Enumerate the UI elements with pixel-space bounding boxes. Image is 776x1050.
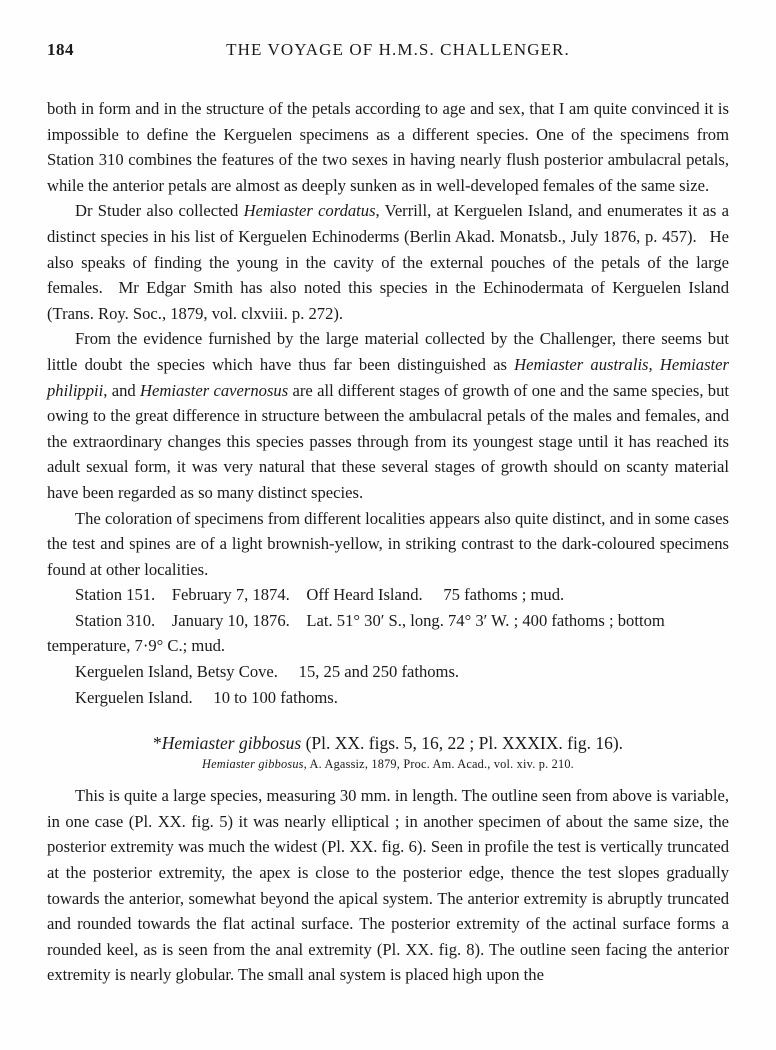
species-asterisk: * <box>152 733 162 754</box>
citation-reference: A. Agassiz, 1879, Proc. Am. Acad., vol. xiv. p. 210. <box>306 757 574 772</box>
page-number: 184 <box>47 40 74 59</box>
paragraph-3: From the evidence furnished by the large material collected by the Challenger, there seems but little doubt the species which have thus far been distinguished as Hemiaster australis, Hemiaster philippii, and Hemiaster cavernosus are all different stages of growth of one and the same species, but owing to the great difference in structure between the ambulacral petals of the males and females, and the extraordinary changes this species passes through from its youngest stage until it has reached its adult sexual form, it was very natural that these several stages of growth should on scanty material have been regarded as so many distinct species. <box>47 329 730 502</box>
species-name: Hemiaster gibbosus <box>161 733 302 754</box>
taxon-hemiaster-cavernosus: Hemiaster cavernosus <box>140 380 289 400</box>
taxon-hemiaster-cordatus: Hemiaster cordatus <box>243 201 376 221</box>
station-entry-310: Station 310. January 10, 1876. Lat. 51° 30′ S., long. 74° 3′ W. ; 400 fathoms ; bottom temperature, 7·9° C.; mud. <box>47 610 665 656</box>
paragraph-5: This is quite a large species, measuring 30 mm. in length. The outline seen from above is variable, in one case (Pl. XX. fig. 5) it was nearly elliptical ; in another specimen of about the same size, the posterior extremity was much the widest (Pl. XX. fig. 6). Seen in profile the test is vertically truncated at the posterior extremity, the apex is close to the posterior edge, thence the test slopes gradually towards the anterior, somewhat beyond the apical system. The anterior extremity is abruptly truncated and rounded towards the flat actinal surface. The posterior extremity of the actinal surface forms a rounded keel, as is seen from the anal extremity (Pl. XX. fig. 8). The outline seen facing the anterior extremity is nearly globular. The small anal system is placed high upon the <box>47 786 729 985</box>
paragraph-2: Dr Studer also collected Hemiaster cordatus, Verrill, at Kerguelen Island, and enumerates it as a distinct species in his list of Kerguelen Echinoderms (Berlin Akad. Monatsb., July 1876, p. 457). He also speaks of finding the young in the cavity of the external pouches of the petals of the large females. Mr Edgar Smith has also noted this species in the Echinodermata of Kerguelen Island (Trans. Roy. Soc., 1879, vol. clxviii. p. 272). <box>47 201 729 323</box>
page-content <box>47 40 729 988</box>
station-entry-betsy-cove: Kerguelen Island, Betsy Cove. 15, 25 and 250 fathoms. <box>75 662 460 682</box>
running-head: THE VOYAGE OF H.M.S. CHALLENGER. <box>226 40 570 59</box>
species-heading <box>47 733 729 754</box>
paragraph-1: both in form and in the structure of the petals according to age and sex, that I am quite convinced it is impossible to define the Kerguelen specimens as a different species. One of the specimens from Station 310 combines the features of the two sexes in having nearly flush posterior ambulacral petals, while the anterior petals are almost as deeply sunken as in well-developed females of the same size. <box>47 99 729 195</box>
station-entry-kerguelen: Kerguelen Island. 10 to 100 fathoms. <box>75 687 338 707</box>
page-header <box>47 40 729 74</box>
station-list <box>47 582 729 710</box>
species-plates: (Pl. XX. figs. 5, 16, 22 ; Pl. XXXIX. fig. 16). <box>301 733 624 754</box>
citation-taxon: Hemiaster gibbosus, <box>202 757 307 772</box>
station-entry-151: Station 151. February 7, 1874. Off Heard Island. 75 fathoms ; mud. <box>75 585 565 605</box>
species-citation <box>47 757 729 772</box>
paragraph-4: The coloration of specimens from different localities appears also quite distinct, and in some cases the test and spines are of a light brownish-yellow, in striking contrast to the dark-coloured specimens found at other localities. <box>47 508 729 579</box>
taxon-hemiaster-australis: Hemiaster australis, Hemiaster philippii <box>47 354 729 400</box>
